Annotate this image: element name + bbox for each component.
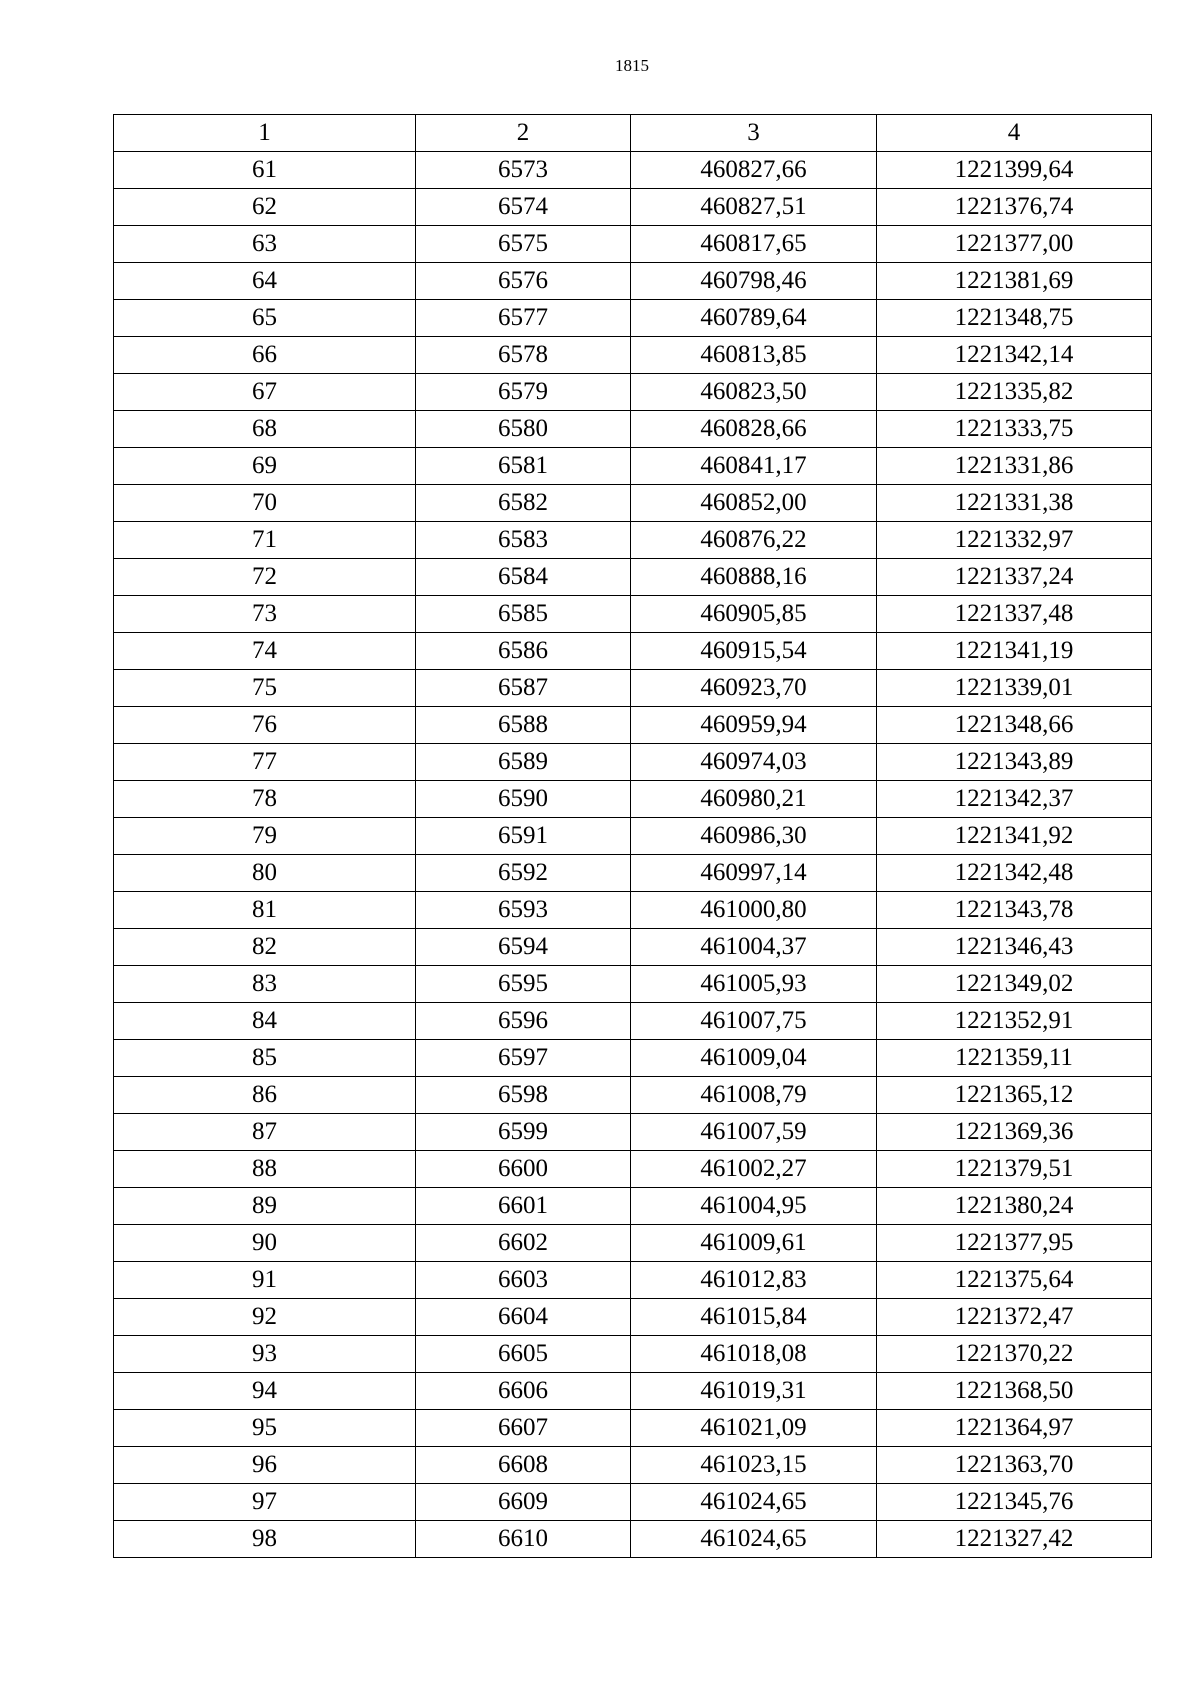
row-number-cell: 61	[114, 152, 416, 189]
point-number-cell: 6577	[416, 300, 631, 337]
table-row	[114, 1003, 1152, 1040]
x-coordinate-cell: 460888,16	[631, 559, 877, 596]
y-coordinate-cell: 1221363,70	[877, 1447, 1152, 1484]
y-coordinate-cell: 1221369,36	[877, 1114, 1152, 1151]
x-coordinate-cell: 461021,09	[631, 1410, 877, 1447]
page-number: 1815	[615, 56, 649, 75]
x-coordinate-cell: 461004,37	[631, 929, 877, 966]
x-coordinate-cell: 460789,64	[631, 300, 877, 337]
point-number-cell: 6580	[416, 411, 631, 448]
y-coordinate-cell: 1221370,22	[877, 1336, 1152, 1373]
x-coordinate-cell: 461009,61	[631, 1225, 877, 1262]
point-number-cell: 6576	[416, 263, 631, 300]
point-number-cell: 6584	[416, 559, 631, 596]
point-number-cell: 6573	[416, 152, 631, 189]
y-coordinate-cell: 1221365,12	[877, 1077, 1152, 1114]
point-number-cell: 6596	[416, 1003, 631, 1040]
table-row	[114, 1225, 1152, 1262]
table-row	[114, 300, 1152, 337]
y-coordinate-cell: 1221348,75	[877, 300, 1152, 337]
table-row	[114, 855, 1152, 892]
row-number-cell: 64	[114, 263, 416, 300]
table-row	[114, 966, 1152, 1003]
x-coordinate-cell: 460823,50	[631, 374, 877, 411]
row-number-cell: 75	[114, 670, 416, 707]
row-number-cell: 89	[114, 1188, 416, 1225]
point-number-cell: 6599	[416, 1114, 631, 1151]
x-coordinate-cell: 460959,94	[631, 707, 877, 744]
x-coordinate-cell: 460798,46	[631, 263, 877, 300]
point-number-cell: 6591	[416, 818, 631, 855]
point-number-cell: 6582	[416, 485, 631, 522]
x-coordinate-cell: 461008,79	[631, 1077, 877, 1114]
row-number-cell: 96	[114, 1447, 416, 1484]
y-coordinate-cell: 1221376,74	[877, 189, 1152, 226]
y-coordinate-cell: 1221364,97	[877, 1410, 1152, 1447]
point-number-cell: 6587	[416, 670, 631, 707]
point-number-cell: 6579	[416, 374, 631, 411]
x-coordinate-cell: 460923,70	[631, 670, 877, 707]
table-row	[114, 226, 1152, 263]
table-row	[114, 522, 1152, 559]
row-number-cell: 69	[114, 448, 416, 485]
x-coordinate-cell: 461012,83	[631, 1262, 877, 1299]
row-number-cell: 62	[114, 189, 416, 226]
table-row	[114, 1521, 1152, 1558]
table-row	[114, 818, 1152, 855]
point-number-cell: 6601	[416, 1188, 631, 1225]
table-row	[114, 1262, 1152, 1299]
table-row	[114, 744, 1152, 781]
y-coordinate-cell: 1221345,76	[877, 1484, 1152, 1521]
table-row	[114, 411, 1152, 448]
x-coordinate-cell: 461018,08	[631, 1336, 877, 1373]
column-header-4: 4	[877, 115, 1152, 152]
row-number-cell: 86	[114, 1077, 416, 1114]
table-row	[114, 781, 1152, 818]
x-coordinate-cell: 461007,59	[631, 1114, 877, 1151]
y-coordinate-cell: 1221368,50	[877, 1373, 1152, 1410]
table-row	[114, 1373, 1152, 1410]
point-number-cell: 6592	[416, 855, 631, 892]
x-coordinate-cell: 460876,22	[631, 522, 877, 559]
y-coordinate-cell: 1221379,51	[877, 1151, 1152, 1188]
y-coordinate-cell: 1221359,11	[877, 1040, 1152, 1077]
table-row	[114, 1447, 1152, 1484]
table-row	[114, 189, 1152, 226]
coordinates-table	[113, 114, 1152, 1558]
table-row	[114, 1114, 1152, 1151]
row-number-cell: 71	[114, 522, 416, 559]
row-number-cell: 80	[114, 855, 416, 892]
row-number-cell: 90	[114, 1225, 416, 1262]
table-row	[114, 707, 1152, 744]
point-number-cell: 6600	[416, 1151, 631, 1188]
row-number-cell: 65	[114, 300, 416, 337]
table-row	[114, 929, 1152, 966]
y-coordinate-cell: 1221339,01	[877, 670, 1152, 707]
point-number-cell: 6578	[416, 337, 631, 374]
x-coordinate-cell: 461007,75	[631, 1003, 877, 1040]
y-coordinate-cell: 1221335,82	[877, 374, 1152, 411]
x-coordinate-cell: 460980,21	[631, 781, 877, 818]
table-row	[114, 559, 1152, 596]
table-row	[114, 152, 1152, 189]
point-number-cell: 6590	[416, 781, 631, 818]
row-number-cell: 82	[114, 929, 416, 966]
row-number-cell: 70	[114, 485, 416, 522]
table-row	[114, 1336, 1152, 1373]
y-coordinate-cell: 1221380,24	[877, 1188, 1152, 1225]
x-coordinate-cell: 461005,93	[631, 966, 877, 1003]
x-coordinate-cell: 460817,65	[631, 226, 877, 263]
table-row	[114, 448, 1152, 485]
table-row	[114, 263, 1152, 300]
table-row	[114, 1410, 1152, 1447]
y-coordinate-cell: 1221372,47	[877, 1299, 1152, 1336]
x-coordinate-cell: 460997,14	[631, 855, 877, 892]
table-row	[114, 596, 1152, 633]
table-row	[114, 1077, 1152, 1114]
table-row	[114, 1151, 1152, 1188]
row-number-cell: 79	[114, 818, 416, 855]
x-coordinate-cell: 461009,04	[631, 1040, 877, 1077]
table-body	[114, 152, 1152, 1558]
point-number-cell: 6598	[416, 1077, 631, 1114]
point-number-cell: 6606	[416, 1373, 631, 1410]
column-header-3: 3	[631, 115, 877, 152]
y-coordinate-cell: 1221337,24	[877, 559, 1152, 596]
table-row	[114, 1188, 1152, 1225]
point-number-cell: 6575	[416, 226, 631, 263]
y-coordinate-cell: 1221343,78	[877, 892, 1152, 929]
y-coordinate-cell: 1221349,02	[877, 966, 1152, 1003]
point-number-cell: 6603	[416, 1262, 631, 1299]
point-number-cell: 6586	[416, 633, 631, 670]
row-number-cell: 74	[114, 633, 416, 670]
point-number-cell: 6574	[416, 189, 631, 226]
x-coordinate-cell: 460827,51	[631, 189, 877, 226]
x-coordinate-cell: 460827,66	[631, 152, 877, 189]
point-number-cell: 6607	[416, 1410, 631, 1447]
y-coordinate-cell: 1221375,64	[877, 1262, 1152, 1299]
x-coordinate-cell: 461015,84	[631, 1299, 877, 1336]
point-number-cell: 6595	[416, 966, 631, 1003]
table-row	[114, 485, 1152, 522]
row-number-cell: 97	[114, 1484, 416, 1521]
row-number-cell: 95	[114, 1410, 416, 1447]
y-coordinate-cell: 1221331,38	[877, 485, 1152, 522]
x-coordinate-cell: 460915,54	[631, 633, 877, 670]
point-number-cell: 6589	[416, 744, 631, 781]
point-number-cell: 6605	[416, 1336, 631, 1373]
row-number-cell: 84	[114, 1003, 416, 1040]
x-coordinate-cell: 461019,31	[631, 1373, 877, 1410]
x-coordinate-cell: 460905,85	[631, 596, 877, 633]
y-coordinate-cell: 1221333,75	[877, 411, 1152, 448]
y-coordinate-cell: 1221377,95	[877, 1225, 1152, 1262]
point-number-cell: 6594	[416, 929, 631, 966]
row-number-cell: 66	[114, 337, 416, 374]
row-number-cell: 76	[114, 707, 416, 744]
x-coordinate-cell: 461002,27	[631, 1151, 877, 1188]
point-number-cell: 6610	[416, 1521, 631, 1558]
y-coordinate-cell: 1221377,00	[877, 226, 1152, 263]
x-coordinate-cell: 460986,30	[631, 818, 877, 855]
x-coordinate-cell: 460852,00	[631, 485, 877, 522]
x-coordinate-cell: 460813,85	[631, 337, 877, 374]
point-number-cell: 6583	[416, 522, 631, 559]
y-coordinate-cell: 1221327,42	[877, 1521, 1152, 1558]
y-coordinate-cell: 1221341,19	[877, 633, 1152, 670]
x-coordinate-cell: 460841,17	[631, 448, 877, 485]
y-coordinate-cell: 1221332,97	[877, 522, 1152, 559]
row-number-cell: 83	[114, 966, 416, 1003]
y-coordinate-cell: 1221346,43	[877, 929, 1152, 966]
table-row	[114, 1040, 1152, 1077]
x-coordinate-cell: 461024,65	[631, 1521, 877, 1558]
row-number-cell: 67	[114, 374, 416, 411]
x-coordinate-cell: 460974,03	[631, 744, 877, 781]
x-coordinate-cell: 461000,80	[631, 892, 877, 929]
row-number-cell: 85	[114, 1040, 416, 1077]
row-number-cell: 93	[114, 1336, 416, 1373]
row-number-cell: 72	[114, 559, 416, 596]
table-row	[114, 633, 1152, 670]
point-number-cell: 6588	[416, 707, 631, 744]
row-number-cell: 78	[114, 781, 416, 818]
table-row	[114, 374, 1152, 411]
point-number-cell: 6585	[416, 596, 631, 633]
row-number-cell: 73	[114, 596, 416, 633]
row-number-cell: 81	[114, 892, 416, 929]
table-row	[114, 337, 1152, 374]
x-coordinate-cell: 461023,15	[631, 1447, 877, 1484]
y-coordinate-cell: 1221331,86	[877, 448, 1152, 485]
y-coordinate-cell: 1221399,64	[877, 152, 1152, 189]
y-coordinate-cell: 1221341,92	[877, 818, 1152, 855]
row-number-cell: 77	[114, 744, 416, 781]
point-number-cell: 6602	[416, 1225, 631, 1262]
point-number-cell: 6581	[416, 448, 631, 485]
y-coordinate-cell: 1221352,91	[877, 1003, 1152, 1040]
column-header-1: 1	[114, 115, 416, 152]
row-number-cell: 87	[114, 1114, 416, 1151]
table-row	[114, 1484, 1152, 1521]
y-coordinate-cell: 1221342,37	[877, 781, 1152, 818]
row-number-cell: 68	[114, 411, 416, 448]
point-number-cell: 6609	[416, 1484, 631, 1521]
y-coordinate-cell: 1221342,48	[877, 855, 1152, 892]
y-coordinate-cell: 1221337,48	[877, 596, 1152, 633]
row-number-cell: 91	[114, 1262, 416, 1299]
point-number-cell: 6604	[416, 1299, 631, 1336]
x-coordinate-cell: 461004,95	[631, 1188, 877, 1225]
table-row	[114, 670, 1152, 707]
point-number-cell: 6593	[416, 892, 631, 929]
point-number-cell: 6608	[416, 1447, 631, 1484]
y-coordinate-cell: 1221343,89	[877, 744, 1152, 781]
row-number-cell: 92	[114, 1299, 416, 1336]
column-header-2: 2	[416, 115, 631, 152]
y-coordinate-cell: 1221342,14	[877, 337, 1152, 374]
y-coordinate-cell: 1221348,66	[877, 707, 1152, 744]
x-coordinate-cell: 461024,65	[631, 1484, 877, 1521]
y-coordinate-cell: 1221381,69	[877, 263, 1152, 300]
row-number-cell: 94	[114, 1373, 416, 1410]
table-row	[114, 1299, 1152, 1336]
x-coordinate-cell: 460828,66	[631, 411, 877, 448]
row-number-cell: 98	[114, 1521, 416, 1558]
point-number-cell: 6597	[416, 1040, 631, 1077]
table-row	[114, 892, 1152, 929]
row-number-cell: 88	[114, 1151, 416, 1188]
table-header-row	[114, 115, 1152, 152]
row-number-cell: 63	[114, 226, 416, 263]
